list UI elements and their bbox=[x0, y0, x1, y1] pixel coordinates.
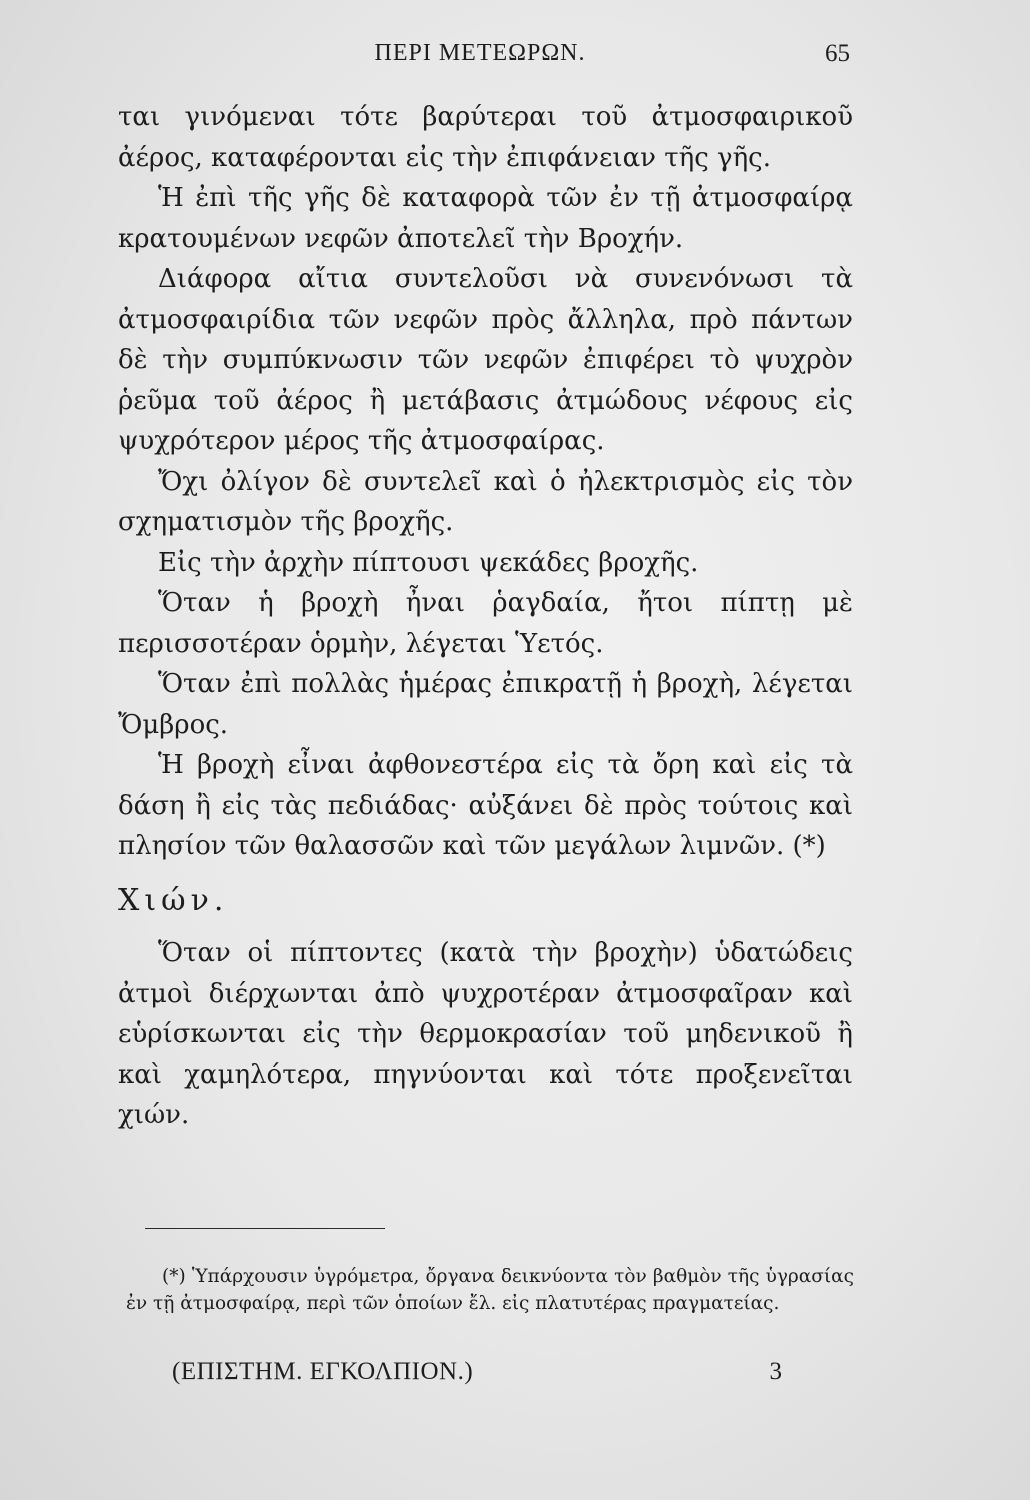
signature-line bbox=[172, 1358, 782, 1394]
paragraph-drops: Εἰς τὴν ἀρχὴν πίπτουσι ψεκάδες βροχῆς. bbox=[158, 547, 699, 578]
paragraph-brochi-definition: Ἡ ἐπὶ τῆς γῆς δὲ καταφορὰ τῶν ἐν τῇ ἀτμοσφαίρᾳ κρατουμένων νεφῶν ἀποτελεῖ τὴν Βροχήν. bbox=[118, 183, 853, 254]
footnote-rule bbox=[145, 1228, 385, 1229]
running-head bbox=[110, 40, 850, 80]
paragraph-snow: Ὅταν οἱ πίπτοντες (κατὰ τὴν βροχὴν) ὑδατώδεις ἀτμοὶ διέρχωνται ἀπὸ ψυχροτέραν ἀτμοσφαῖραν καὶ εὑρίσκωνται εἰς τὴν θερμοκρασίαν τοῦ μηδενικοῦ ἢ καὶ χαμηλότερα, πηγνύονται καὶ τότε προξενεῖται χιών. bbox=[118, 938, 853, 1130]
paragraph-electricity: Ὄχι ὀλίγον δὲ συντελεῖ καὶ ὁ ἠλεκτρισμὸς εἰς τὸν σχηματισμὸν τῆς βροχῆς. bbox=[118, 466, 853, 537]
running-title: ΠΕΡΙ ΜΕΤΕΩΡΩΝ. bbox=[374, 40, 586, 66]
paragraph-distribution: Ἡ βροχὴ εἶναι ἀφθονεστέρα εἰς τὰ ὄρη καὶ εἰς τὰ δάση ἢ εἰς τὰς πεδιάδας· αὐξάνει δὲ πρὸς τούτοις καὶ πλησίον τῶν θαλασσῶν καὶ τῶν μεγάλων λιμνῶν. (*) bbox=[118, 750, 853, 861]
paragraph-causes: Διάφορα αἴτια συντελοῦσι νὰ συνενόνωσι τὰ ἀτμοσφαιρίδια τῶν νεφῶν πρὸς ἄλληλα, πρὸ πάντων δὲ τὴν συμπύκνωσιν τῶν νεφῶν ἐπιφέρει τὸ ψυχρὸν ῥεῦμα τοῦ ἀέρος ἢ μετάβασις ἀτμώδους νέφους εἰς ψυχρότερον μέρος τῆς ἀτμοσφαίρας. bbox=[118, 264, 853, 456]
signature-title: (ΕΠΙΣΤΗΜ. ΕΓΚΟΛΠΙΟΝ.) bbox=[172, 1358, 474, 1385]
signature-number: 3 bbox=[769, 1358, 782, 1385]
paragraph-ombros: Ὅταν ἐπὶ πολλὰς ἡμέρας ἐπικρατῇ ἡ βροχὴ, λέγεται Ὄμβρος. bbox=[118, 669, 853, 740]
page-number: 65 bbox=[825, 40, 850, 67]
footnote: (*) Ὑπάρχουσιν ὑγρόμετρα, ὄργανα δεικνύοντα τὸν βαθμὸν τῆς ὑγρασίας ἐν τῇ ἀτμοσφαίρᾳ, περὶ τῶν ὁποίων ἔλ. εἰς πλατυτέρας πραγματείας. bbox=[126, 1265, 854, 1314]
paragraph-continuation: ται γινόμεναι τότε βαρύτεραι τοῦ ἀτμοσφαιρικοῦ ἀέρος, καταφέρονται εἰς τὴν ἐπιφάνειαν τῆς γῆς. bbox=[118, 102, 853, 173]
section-heading: Χιών. bbox=[118, 882, 229, 918]
paragraph-yetos: Ὅταν ἡ βροχὴ ἦναι ῥαγδαία, ἤτοι πίπτῃ μὲ περισσοτέραν ὁρμὴν, λέγεται Ὑετός. bbox=[118, 588, 853, 659]
body-text bbox=[118, 97, 853, 1136]
